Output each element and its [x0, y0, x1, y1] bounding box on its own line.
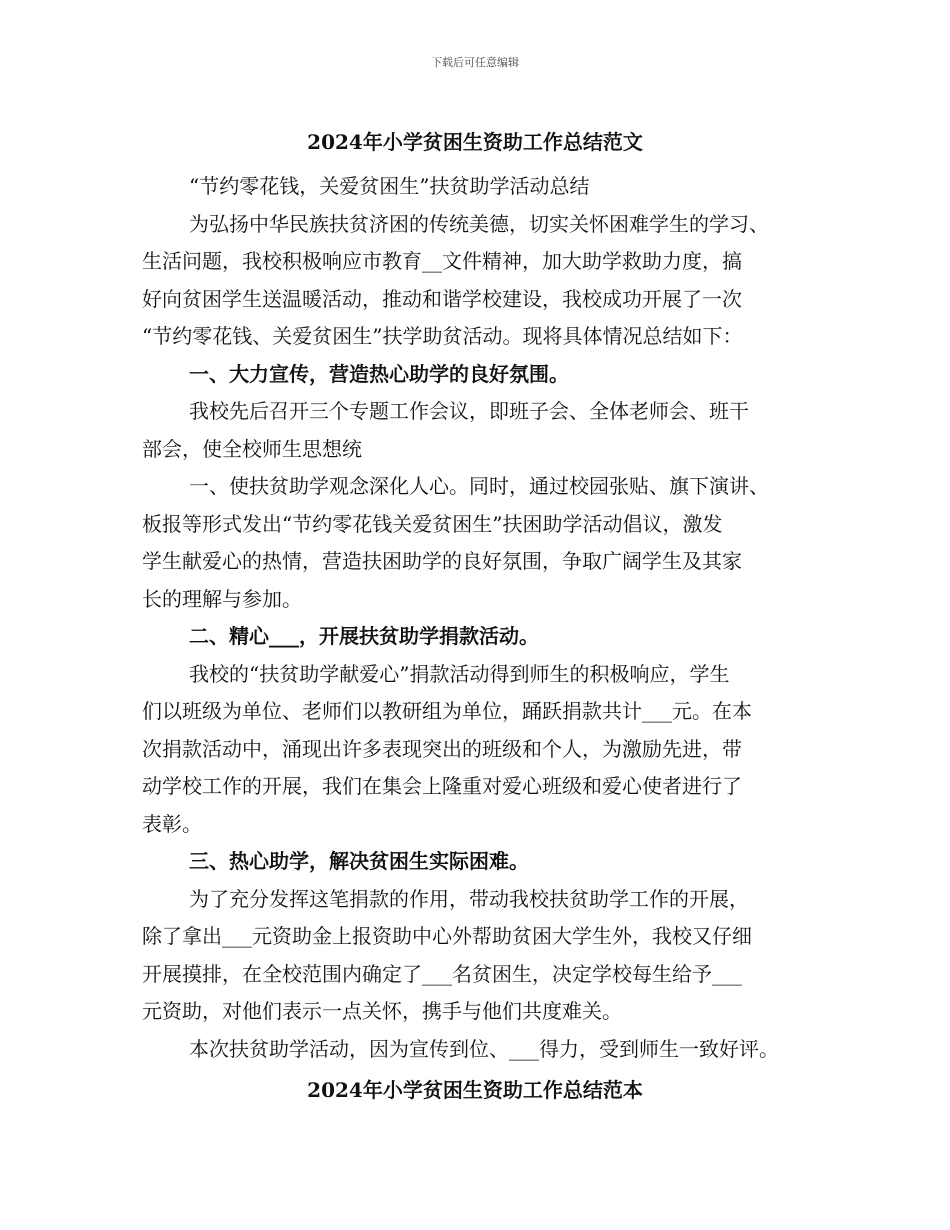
paragraph-line: 为了充分发挥这笔捐款的作用，带动我校扶贫助学工作的开展， — [189, 887, 749, 911]
paragraph-line: 部会，使全校师生思想统 — [142, 437, 362, 461]
paragraph-line: 长的理解与参加。 — [142, 587, 302, 611]
paragraph-line: 为弘扬中华民族扶贫济困的传统美德，切实关怀困难学生的学习、 — [189, 212, 769, 236]
header-note: 下载后可任意编辑 — [431, 56, 519, 69]
paragraph-line: 除了拿出___元资助金上报资助中心外帮助贫困大学生外，我校又仔细 — [142, 924, 752, 948]
paragraph-line: “节约零花钱、关爱贫困生”扶学助贫活动。现将具体情况总结如下： — [142, 324, 743, 348]
paragraph-line: 学生献爱心的热情，营造扶困助学的良好氛围，争取广阔学生及其家 — [142, 549, 742, 573]
paragraph-line: 我校先后召开三个专题工作会议，即班子会、全体老师会、班干 — [189, 399, 749, 423]
section-heading-2: 二、精心___，开展扶贫助学捐款活动。 — [189, 624, 539, 648]
paragraph-line: 生活问题，我校积极响应市教育__文件精神，加大助学救助力度，搞 — [142, 249, 742, 273]
subtitle-line: “节约零花钱，关爱贫困生”扶贫助学活动总结 — [189, 174, 590, 198]
paragraph-line: 们以班级为单位、老师们以教研组为单位，踊跃捐款共计___元。在本 — [142, 699, 752, 723]
paragraph-line: 好向贫困学生送温暖活动，推动和谐学校建设，我校成功开展了一次 — [142, 287, 742, 311]
section-heading-3: 三、热心助学，解决贫困生实际困难。 — [189, 849, 529, 873]
paragraph-line: 表彰。 — [142, 812, 202, 836]
paragraph-line: 我校的“扶贫助学献爱心”捐款活动得到师生的积极响应，学生 — [189, 662, 730, 686]
paragraph-line: 板报等形式发出“节约零花钱关爱贫困生”扶困助学活动倡议，激发 — [142, 512, 723, 536]
paragraph-line: 一、使扶贫助学观念深化人心。同时，通过校园张贴、旗下演讲、 — [189, 474, 769, 498]
paragraph-line: 次捐款活动中，涌现出许多表现突出的班级和个人，为激励先进，带 — [142, 737, 742, 761]
paragraph-line: 元资助，对他们表示一点关怀，携手与他们共度难关。 — [142, 999, 622, 1023]
second-title: 2024年小学贫困生资助工作总结范本 — [307, 1078, 643, 1102]
paragraph-line: 本次扶贫助学活动，因为宣传到位、___得力，受到师生一致好评。 — [189, 1037, 779, 1061]
paragraph-line: 开展摸排，在全校范围内确定了___名贫困生，决定学校每生给予___ — [142, 962, 742, 986]
section-heading-1: 一、大力宣传，营造热心助学的良好氛围。 — [189, 362, 569, 386]
document-title: 2024年小学贫困生资助工作总结范文 — [307, 130, 643, 154]
paragraph-line: 动学校工作的开展，我们在集会上隆重对爱心班级和爱心使者进行了 — [142, 774, 742, 798]
